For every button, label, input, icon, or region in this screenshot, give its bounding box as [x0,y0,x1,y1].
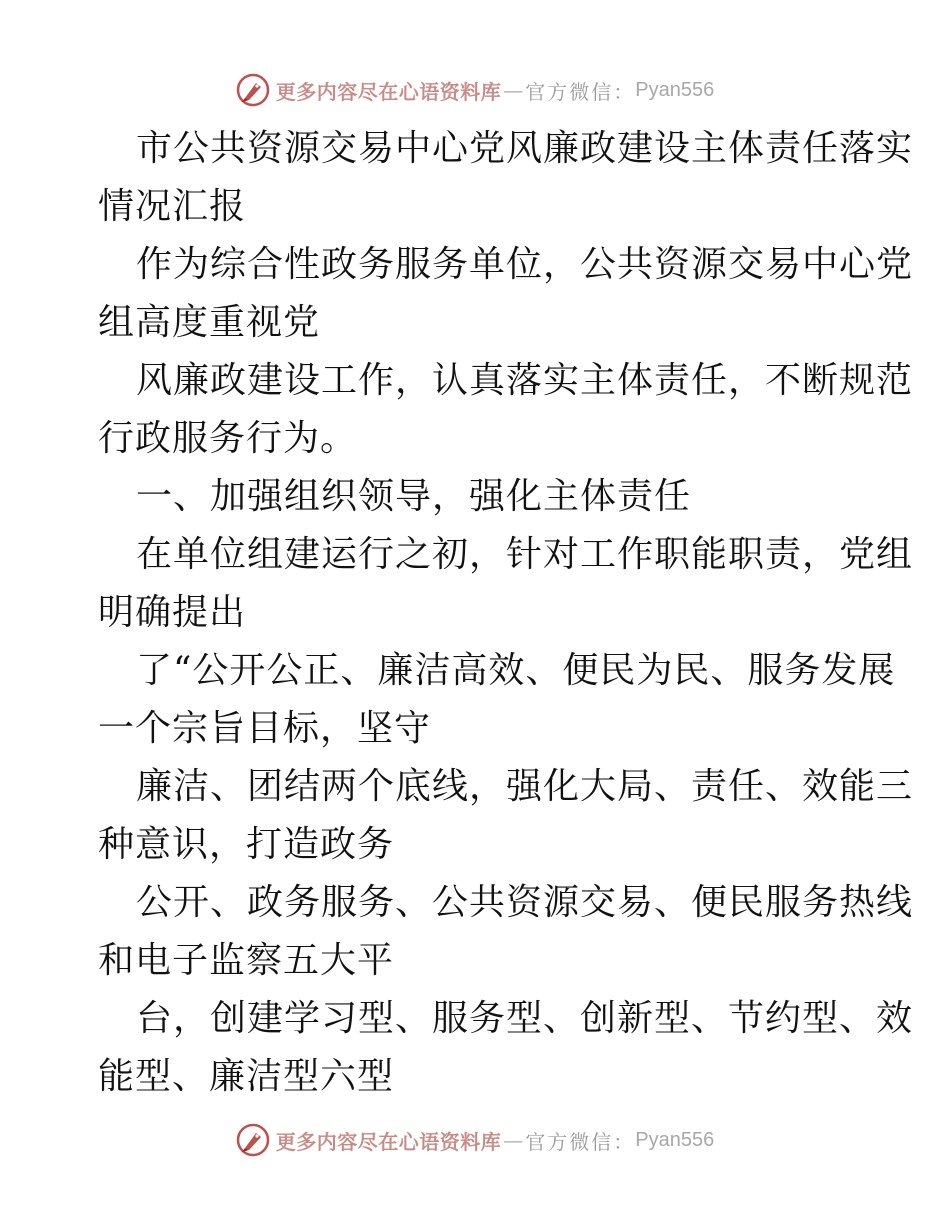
banner-wechat-label: 官方微信： [525,79,636,104]
banner-brand-text: 更多内容尽在心语资料库 [275,1129,502,1154]
doc-paragraph-line: 风廉政建设工作，认真落实主体责任，不断规范 [136,360,914,401]
header-watermark-banner [0,70,950,110]
doc-title-line-1: 市公共资源交易中心党风廉政建设主体责任落实 [136,128,914,169]
doc-paragraph-line: 行政服务行为。 [98,418,358,459]
banner-wechat-id: Pyan556 [635,78,715,101]
doc-paragraph-line: 廉洁、团结两个底线，强化大局、责任、效能三 [136,766,914,807]
doc-paragraph-line: 公开、政务服务、公共资源交易、便民服务热线 [136,882,914,923]
doc-paragraph-line: 在单位组建运行之初，针对工作职能职责，党组 [136,534,914,575]
doc-paragraph-line: 了“公开公正、廉洁高效、便民为民、服务发展 [136,650,896,691]
footer-watermark-banner [0,1120,950,1160]
document-body [98,120,914,1106]
doc-paragraph-line: 组高度重视党 [98,302,321,343]
doc-paragraph-line: 和电子监察五大平 [98,940,395,981]
banner-brand-text: 更多内容尽在心语资料库 [275,79,502,104]
banner-dash: — [503,78,524,102]
doc-paragraph-line: 能型、廉洁型六型 [98,1056,395,1097]
doc-paragraph-line: 种意识，打造政务 [98,824,395,865]
banner-wechat-id: Pyan556 [635,1128,715,1151]
banner-wechat-label: 官方微信： [525,1129,636,1154]
doc-title-line-2: 情况汇报 [98,186,247,227]
banner-dash: — [503,1128,524,1152]
doc-paragraph-line: 台，创建学习型、服务型、创新型、节约型、效 [136,998,914,1039]
doc-paragraph-line: 明确提出 [98,592,247,633]
doc-section-heading: 一、加强组织领导，强化主体责任 [136,476,692,517]
doc-paragraph-line: 作为综合性政务服务单位，公共资源交易中心党 [136,244,914,285]
pen-nib-logo-icon [236,1123,270,1157]
doc-paragraph-line: 一个宗旨目标，坚守 [98,708,432,749]
pen-nib-logo-icon [236,73,270,107]
